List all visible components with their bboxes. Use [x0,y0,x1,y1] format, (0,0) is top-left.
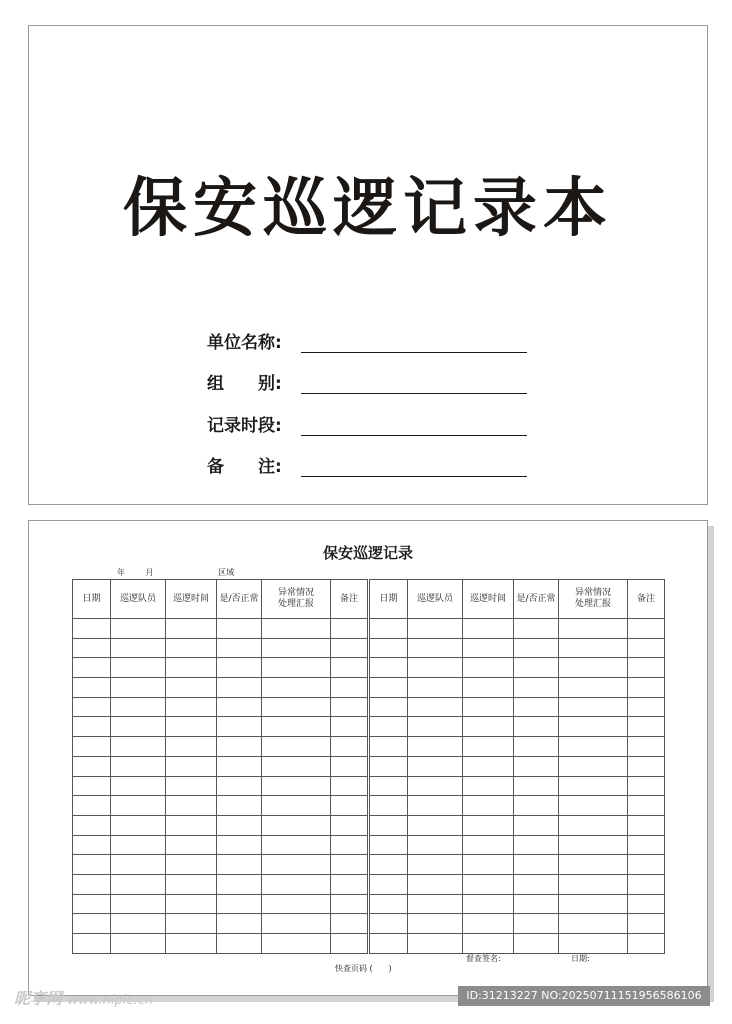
table-cell[interactable] [166,914,217,934]
table-cell[interactable] [514,855,559,875]
table-cell[interactable] [166,756,217,776]
table-cell[interactable] [111,796,166,816]
column-header: 日期 [370,580,408,619]
table-cell[interactable] [111,658,166,678]
table-cell[interactable] [217,678,262,698]
table-cell[interactable] [370,756,408,776]
table-row [370,697,665,717]
table-cell[interactable] [166,619,217,639]
table-cell[interactable] [262,934,331,954]
table-row [370,619,665,639]
date-line [73,566,234,580]
table-cell[interactable] [166,874,217,894]
table-cell[interactable] [217,658,262,678]
table-cell[interactable] [370,914,408,934]
table-cell[interactable] [73,855,111,875]
table-cell[interactable] [73,835,111,855]
table-row [73,697,368,717]
table-cell[interactable] [262,638,331,658]
table-row [370,855,665,875]
table-cell[interactable] [111,678,166,698]
table-cell[interactable] [408,874,463,894]
table-cell[interactable] [166,796,217,816]
table-cell[interactable] [463,717,514,737]
table-cell[interactable] [514,914,559,934]
table-cell[interactable] [217,815,262,835]
column-header: 备注 [628,580,665,619]
table-cell[interactable] [628,658,665,678]
column-header: 备注 [331,580,368,619]
table-cell[interactable] [111,638,166,658]
table-cell[interactable] [628,855,665,875]
table-cell[interactable] [73,914,111,934]
table-cell[interactable] [408,678,463,698]
table-cell[interactable] [628,874,665,894]
table-cell[interactable] [463,815,514,835]
table-cell[interactable] [73,894,111,914]
table-cell[interactable] [331,934,368,954]
table-cell[interactable] [408,855,463,875]
table-cell[interactable] [262,619,331,639]
table-row [73,619,368,639]
sheet-title: 保安巡逻记录 [322,544,413,562]
table-cell[interactable] [514,678,559,698]
table-cell[interactable] [370,815,408,835]
table-cell[interactable] [370,658,408,678]
table-cell[interactable] [370,697,408,717]
table-cell[interactable] [217,855,262,875]
table-cell[interactable] [628,776,665,796]
table-cell[interactable] [370,678,408,698]
table-cell[interactable] [408,697,463,717]
table-cell[interactable] [370,796,408,816]
table-row [73,717,368,737]
table-row [370,815,665,835]
table-row [73,796,368,816]
table-cell[interactable] [370,894,408,914]
table-cell[interactable] [628,737,665,757]
table-cell[interactable] [628,717,665,737]
table-cell[interactable] [559,697,628,717]
table-cell[interactable] [331,815,368,835]
table-cell[interactable] [166,678,217,698]
field-blank-line[interactable] [301,435,527,436]
table-cell[interactable] [331,835,368,855]
table-cell[interactable] [331,855,368,875]
table-cell[interactable] [217,619,262,639]
table-cell[interactable] [262,697,331,717]
table-cell[interactable] [111,855,166,875]
field-blank-line[interactable] [301,476,527,477]
table-cell[interactable] [559,835,628,855]
table-cell[interactable] [408,638,463,658]
table-cell[interactable] [408,756,463,776]
column-header: 巡逻时间 [166,580,217,619]
table-cell[interactable] [463,678,514,698]
month-label: 月 [145,568,154,577]
table-cell[interactable] [370,855,408,875]
table-cell[interactable] [408,796,463,816]
table-cell[interactable] [217,697,262,717]
table-cell[interactable] [628,796,665,816]
table-cell[interactable] [559,934,628,954]
table-cell[interactable] [331,737,368,757]
table-row [370,874,665,894]
table-cell[interactable] [73,815,111,835]
table-row [73,776,368,796]
table-cell[interactable] [514,835,559,855]
table-cell[interactable] [514,756,559,776]
table-cell[interactable] [628,835,665,855]
table-cell[interactable] [166,815,217,835]
table-cell[interactable] [73,717,111,737]
table-cell[interactable] [514,815,559,835]
table-row [370,934,665,954]
table-cell[interactable] [262,678,331,698]
table-cell[interactable] [514,717,559,737]
table-cell[interactable] [370,874,408,894]
table-cell[interactable] [331,658,368,678]
table-cell[interactable] [73,678,111,698]
cover-title: 保安巡逻记录本 [123,172,613,246]
table-cell[interactable] [111,756,166,776]
table-cell[interactable] [463,914,514,934]
field-label: 记录时段: [207,416,282,436]
table-cell[interactable] [331,717,368,737]
table-cell[interactable] [111,835,166,855]
column-header: 是/否正常 [217,580,262,619]
field-record-period [207,412,537,442]
table-row [370,835,665,855]
field-label: 单位名称: [207,333,282,353]
table-cell[interactable] [331,874,368,894]
table-cell[interactable] [559,678,628,698]
table-cell[interactable] [73,756,111,776]
table-cell[interactable] [463,894,514,914]
table-cell[interactable] [217,835,262,855]
table-cell[interactable] [408,894,463,914]
table-cell[interactable] [217,737,262,757]
table-cell[interactable] [111,737,166,757]
table-cell[interactable] [408,815,463,835]
field-unit-name [207,329,537,359]
record-sheet [28,520,708,996]
table-cell[interactable] [331,638,368,658]
field-blank-line[interactable] [301,393,527,394]
table-cell[interactable] [370,934,408,954]
table-cell[interactable] [408,934,463,954]
table-row [370,658,665,678]
table-cell[interactable] [463,776,514,796]
table-cell[interactable] [514,776,559,796]
table-cell[interactable] [463,619,514,639]
table-cell[interactable] [166,855,217,875]
header-row [73,580,368,619]
table-cell[interactable] [559,619,628,639]
table-cell[interactable] [111,697,166,717]
table-cell[interactable] [262,855,331,875]
table-cell[interactable] [73,697,111,717]
table-cell[interactable] [73,776,111,796]
table-cell[interactable] [370,776,408,796]
table-row [370,756,665,776]
table-cell[interactable] [514,697,559,717]
table-cell[interactable] [559,717,628,737]
area-label: 区域 [218,568,235,577]
table-cell[interactable] [628,678,665,698]
table-cell[interactable] [262,815,331,835]
table-cell[interactable] [559,638,628,658]
table-row [370,894,665,914]
table-cell[interactable] [73,934,111,954]
watermark-id: ID:31213227 NO:20250711151956586106 [458,986,710,1006]
table-row [73,756,368,776]
watermark-logo [14,986,153,1009]
cover-page [28,25,708,505]
field-remarks [207,453,537,483]
table-row [73,658,368,678]
table-cell[interactable] [463,737,514,757]
column-header: 巡逻队员 [111,580,166,619]
table-row [73,874,368,894]
table-cell[interactable] [111,619,166,639]
table-cell[interactable] [73,619,111,639]
table-cell[interactable] [370,619,408,639]
table-row [73,855,368,875]
field-label: 组 别: [207,374,282,394]
column-header: 巡逻时间 [463,580,514,619]
table-cell[interactable] [514,874,559,894]
table-cell[interactable] [262,717,331,737]
table-cell[interactable] [628,756,665,776]
watermark-brand: 昵享网 [14,989,63,1008]
column-header: 异常情况 处理汇报 [559,580,628,619]
watermark-url: www.nipic.cn [67,993,154,1008]
table-cell[interactable] [463,796,514,816]
page-code-label: 快查页码 ( ) [335,964,392,973]
table-cell[interactable] [217,874,262,894]
table-row [370,776,665,796]
table-cell[interactable] [217,914,262,934]
table-cell[interactable] [628,914,665,934]
table-cell[interactable] [111,874,166,894]
table-cell[interactable] [262,914,331,934]
table-cell[interactable] [370,835,408,855]
table-cell[interactable] [331,678,368,698]
table-cell[interactable] [408,914,463,934]
table-cell[interactable] [73,737,111,757]
table-cell[interactable] [217,934,262,954]
table-cell[interactable] [262,658,331,678]
table-cell[interactable] [73,658,111,678]
table-cell[interactable] [463,934,514,954]
table-cell[interactable] [628,619,665,639]
table-cell[interactable] [463,756,514,776]
table-cell[interactable] [514,894,559,914]
table-cell[interactable] [217,796,262,816]
table-cell[interactable] [217,776,262,796]
table-cell[interactable] [463,697,514,717]
column-header: 日期 [73,580,111,619]
table-row [370,678,665,698]
table-row [370,638,665,658]
table-cell[interactable] [166,737,217,757]
table-cell[interactable] [331,697,368,717]
table-cell[interactable] [628,815,665,835]
table-cell[interactable] [331,894,368,914]
table-cell[interactable] [217,756,262,776]
table-row [370,737,665,757]
table-cell[interactable] [331,796,368,816]
table-cell[interactable] [331,619,368,639]
table-cell[interactable] [111,894,166,914]
table-row [73,815,368,835]
table-cell[interactable] [559,855,628,875]
table-row [73,737,368,757]
table-cell[interactable] [559,776,628,796]
table-cell[interactable] [408,776,463,796]
table-cell[interactable] [408,737,463,757]
table-cell[interactable] [73,638,111,658]
table-row [370,717,665,737]
table-cell[interactable] [559,914,628,934]
table-cell[interactable] [262,776,331,796]
table-row [73,934,368,954]
table-cell[interactable] [463,874,514,894]
table-cell[interactable] [217,638,262,658]
table-cell[interactable] [166,776,217,796]
table-cell[interactable] [514,796,559,816]
table-cell[interactable] [262,756,331,776]
table-cell[interactable] [408,619,463,639]
table-cell[interactable] [559,658,628,678]
table-cell[interactable] [370,638,408,658]
table-cell[interactable] [262,796,331,816]
table-cell[interactable] [559,815,628,835]
inspector-signature-label: 督查签名: [466,954,501,963]
table-cell[interactable] [262,737,331,757]
field-group [207,370,537,400]
table-row [370,914,665,934]
table-row [73,678,368,698]
column-header: 巡逻队员 [408,580,463,619]
table-cell[interactable] [331,776,368,796]
table-cell[interactable] [111,776,166,796]
table-row [73,638,368,658]
table-cell[interactable] [111,717,166,737]
field-label: 备 注: [207,457,282,477]
table-cell[interactable] [408,658,463,678]
table-cell[interactable] [73,796,111,816]
table-cell[interactable] [559,874,628,894]
table-cell[interactable] [628,638,665,658]
table-cell[interactable] [408,717,463,737]
table-cell[interactable] [166,697,217,717]
table-cell[interactable] [559,756,628,776]
table-cell[interactable] [514,619,559,639]
table-cell[interactable] [370,737,408,757]
table-cell[interactable] [514,934,559,954]
table-cell[interactable] [463,638,514,658]
table-cell[interactable] [514,737,559,757]
table-cell[interactable] [559,737,628,757]
table-cell[interactable] [370,717,408,737]
table-cell[interactable] [111,815,166,835]
table-cell[interactable] [166,658,217,678]
table-cell[interactable] [463,658,514,678]
table-row [73,894,368,914]
table-cell[interactable] [628,697,665,717]
table-row [73,914,368,934]
column-header: 异常情况 处理汇报 [262,580,331,619]
table-cell[interactable] [166,894,217,914]
table-cell[interactable] [166,934,217,954]
table-cell[interactable] [514,658,559,678]
year-label: 年 [117,568,125,577]
table-cell[interactable] [463,855,514,875]
table-cell[interactable] [463,835,514,855]
field-blank-line[interactable] [301,352,527,353]
column-header: 是/否正常 [514,580,559,619]
table-cell[interactable] [628,934,665,954]
table-cell[interactable] [408,835,463,855]
table-cell[interactable] [166,835,217,855]
table-cell[interactable] [628,894,665,914]
table-cell[interactable] [73,874,111,894]
table-cell[interactable] [166,638,217,658]
table-cell[interactable] [559,796,628,816]
table-cell[interactable] [217,717,262,737]
table-cell[interactable] [262,835,331,855]
table-cell[interactable] [111,934,166,954]
table-cell[interactable] [111,914,166,934]
table-cell[interactable] [514,638,559,658]
patrol-table-right [369,579,665,954]
table-cell[interactable] [559,894,628,914]
patrol-table-left [72,579,368,954]
table-cell[interactable] [262,874,331,894]
table-cell[interactable] [166,717,217,737]
table-row [370,796,665,816]
table-row [73,835,368,855]
header-row [370,580,665,619]
table-cell[interactable] [331,914,368,934]
table-cell[interactable] [217,894,262,914]
table-cell[interactable] [262,894,331,914]
inspection-date-label: 日期: [571,954,590,963]
table-cell[interactable] [331,756,368,776]
